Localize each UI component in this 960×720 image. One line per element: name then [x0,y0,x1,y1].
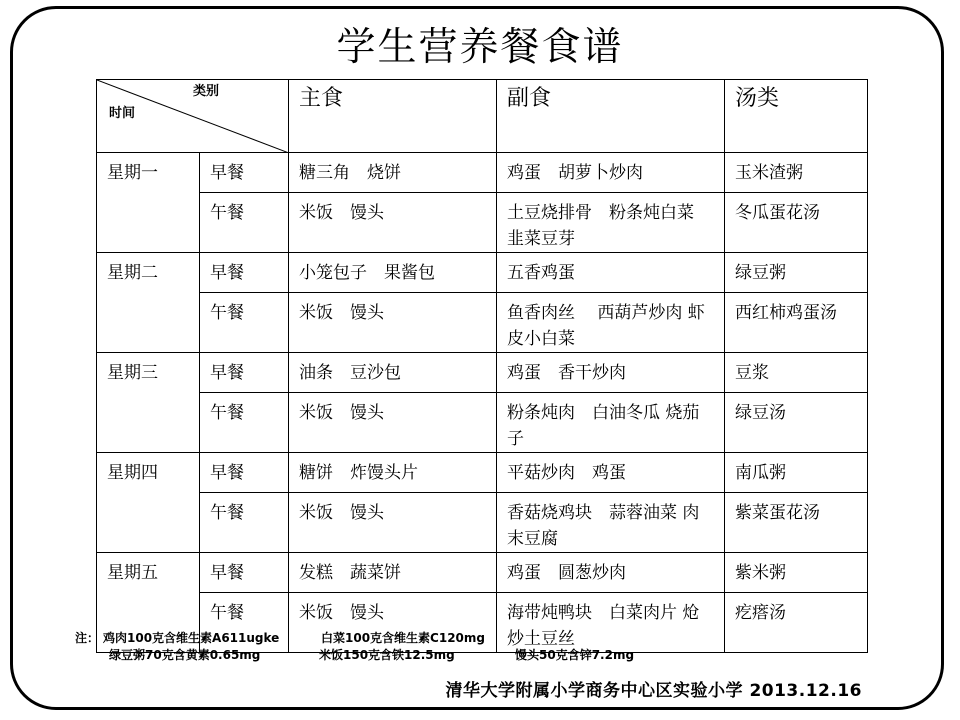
side-cell: 土豆烧排骨 粉条炖白菜 韭菜豆芽 [497,193,725,253]
side-cell: 鸡蛋 胡萝卜炒肉 [497,153,725,193]
note-bun: 馒头50克含锌7.2mg [515,648,635,662]
day-cell: 星期四 [97,453,200,553]
side-cell: 香菇烧鸡块 蒜蓉油菜 肉末豆腐 [497,493,725,553]
table-row [97,453,868,493]
note-mung-bean: 绿豆粥70克含黄素0.65mg [109,648,261,662]
staple-cell: 米饭 馒头 [289,393,497,453]
soup-cell: 绿豆汤 [725,393,868,453]
day-cell: 星期一 [97,153,200,253]
soup-cell: 豆浆 [725,353,868,393]
footer-school-date: 清华大学附属小学商务中心区实验小学 2013.12.16 [445,681,862,701]
day-cell: 星期二 [97,253,200,353]
table-row [97,153,868,193]
note-rice: 米饭150克含铁12.5mg [319,648,455,662]
staple-cell: 糖三角 烧饼 [289,153,497,193]
header-side: 副食 [497,80,725,153]
meal-cell: 早餐 [200,453,289,493]
soup-cell: 疙瘩汤 [725,593,868,653]
staple-cell: 米饭 馒头 [289,293,497,353]
staple-cell: 米饭 馒头 [289,193,497,253]
header-row [97,80,868,153]
page-title: 学生营养餐食谱 [336,25,624,70]
note-chicken: 鸡肉100克含维生素A611ugke [103,631,280,645]
meal-cell: 早餐 [200,253,289,293]
staple-cell: 发糕 蔬菜饼 [289,553,497,593]
soup-cell: 紫菜蛋花汤 [725,493,868,553]
time-label: 时间 [109,106,136,121]
table-row [97,293,868,353]
header-soup: 汤类 [725,80,868,153]
meal-cell: 午餐 [200,493,289,553]
staple-cell: 米饭 馒头 [289,593,497,653]
side-cell: 海带炖鸭块 白菜肉片 炝炒土豆丝 [497,593,725,653]
staple-cell: 小笼包子 果酱包 [289,253,497,293]
side-cell: 鸡蛋 圆葱炒肉 [497,553,725,593]
soup-cell: 冬瓜蛋花汤 [725,193,868,253]
table-row [97,553,868,593]
meal-cell: 午餐 [200,593,289,653]
table-row [97,393,868,453]
note-cabbage: 白菜100克含维生素C120mg [321,631,485,645]
table-row [97,193,868,253]
meal-cell: 午餐 [200,393,289,453]
meal-cell: 早餐 [200,153,289,193]
table-row [97,493,868,553]
soup-cell: 绿豆粥 [725,253,868,293]
day-cell: 星期三 [97,353,200,453]
soup-cell: 玉米渣粥 [725,153,868,193]
meal-cell: 午餐 [200,293,289,353]
staple-cell: 油条 豆沙包 [289,353,497,393]
side-cell: 五香鸡蛋 [497,253,725,293]
side-cell: 鸡蛋 香干炒肉 [497,353,725,393]
soup-cell: 南瓜粥 [725,453,868,493]
meal-cell: 早餐 [200,553,289,593]
soup-cell: 西红柿鸡蛋汤 [725,293,868,353]
table-row [97,253,868,293]
menu-table [96,79,868,653]
staple-cell: 米饭 馒头 [289,493,497,553]
table-row [97,353,868,393]
header-staple: 主食 [289,80,497,153]
notes-prefix: 注： [75,631,100,645]
side-cell: 鱼香肉丝 西葫芦炒肉 虾皮小白菜 [497,293,725,353]
side-cell: 平菇炒肉 鸡蛋 [497,453,725,493]
day-cell: 星期五 [97,553,200,653]
staple-cell: 糖饼 炸馒头片 [289,453,497,493]
category-label: 类别 [193,84,220,99]
corner-header [97,80,289,153]
soup-cell: 紫米粥 [725,553,868,593]
side-cell: 粉条炖肉 白油冬瓜 烧茄子 [497,393,725,453]
meal-cell: 早餐 [200,353,289,393]
meal-cell: 午餐 [200,193,289,253]
